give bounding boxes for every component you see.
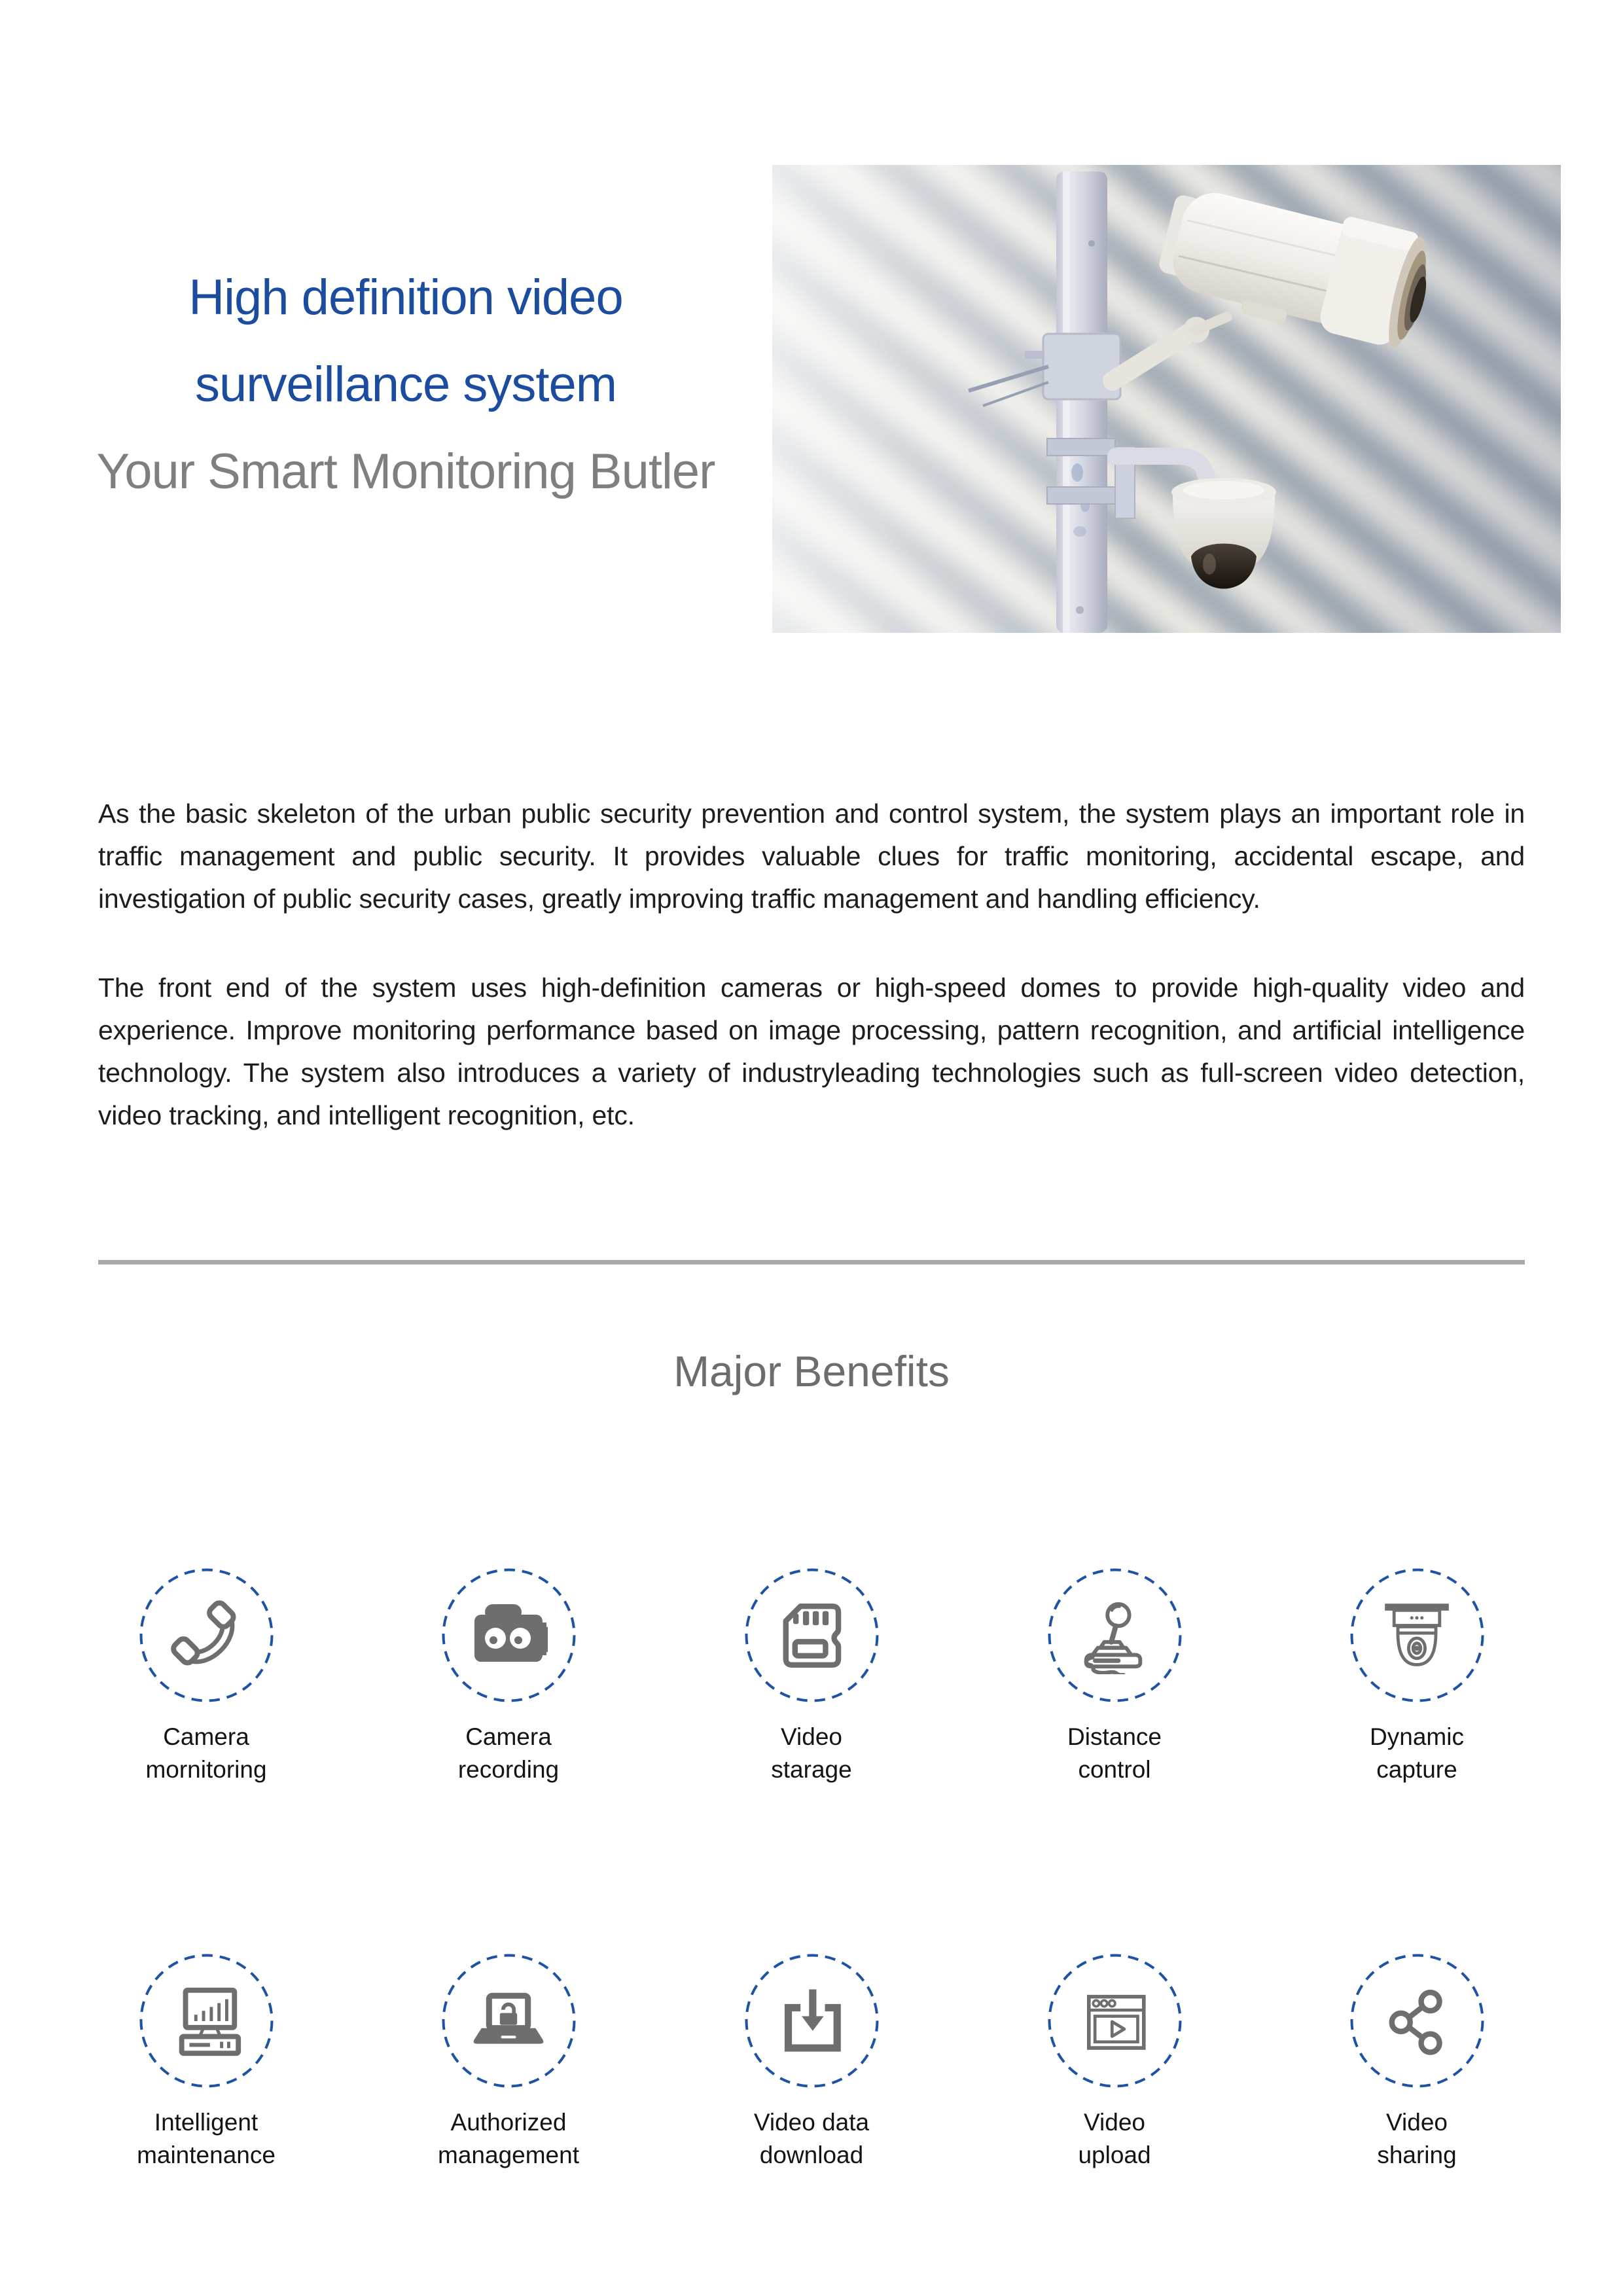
benefit-authorized-management: [371, 1954, 646, 2172]
intro-text: [98, 793, 1525, 1137]
hero-title-block: [26, 254, 785, 515]
page-subtitle: Your Smart Monitoring Butler: [96, 444, 715, 499]
joystick-icon: [1076, 1597, 1153, 1674]
laptop-lock-icon: [469, 1981, 548, 2061]
benefit-distance-control: [977, 1568, 1252, 1786]
benefit-label: Intelligent maintenance: [137, 2109, 276, 2168]
browser-video-icon: [1078, 1984, 1151, 2058]
benefit-label: Video upload: [1078, 2109, 1151, 2168]
benefit-camera-monitoring: [69, 1568, 344, 1786]
benefit-label: Camera mornitoring: [145, 1723, 267, 1783]
benefit-video-data-download: [674, 1954, 949, 2172]
surveillance-cameras-photo: [772, 165, 1561, 633]
share-nodes-icon: [1380, 1984, 1454, 2058]
intro-paragraph-1: As the basic skeleton of the urban public security prevention and control system, the system plays an important role in traffic management and public security. It provides valuable clues for traffic monitoring, accidental escape, and investigation of public security cases, greatly improving traffic management and handling efficiency.: [98, 798, 1525, 914]
benefit-label: Authorized management: [438, 2109, 579, 2168]
benefit-label: Video sharing: [1377, 2109, 1457, 2168]
section-divider: [98, 1260, 1525, 1265]
intro-paragraph-2: The front end of the system uses high-definition cameras or high-speed domes to provide high-quality video and experience. Improve monitoring performance based on image processing, pattern recognition, and artificial intelligence technology. The system also introduces a variety of industryleading technologies such as full-screen video detection, video tracking, and intelligent recognition, etc.: [98, 973, 1525, 1130]
page-title-line-1: High definition video: [188, 270, 623, 325]
benefit-label: Video starage: [771, 1723, 852, 1783]
download-tray-icon: [775, 1984, 848, 2058]
sd-card-icon: [775, 1599, 848, 1672]
benefit-intelligent-maintenance: [69, 1954, 344, 2172]
benefit-video-sharing: [1279, 1954, 1554, 2172]
benefit-label: Video data download: [753, 2109, 870, 2168]
section-heading: Major Benefits: [673, 1347, 950, 1395]
benefit-label: Dynamic capture: [1370, 1723, 1464, 1783]
benefit-video-storage: [674, 1568, 949, 1786]
benefit-label: Distance control: [1067, 1723, 1162, 1783]
benefit-video-upload: [977, 1954, 1252, 2172]
computer-monitoring-icon: [168, 1982, 245, 2060]
benefit-dynamic-capture: [1279, 1568, 1554, 1786]
dome-camera-icon: [1379, 1598, 1455, 1674]
page-title-line-2: surveillance system: [194, 357, 617, 412]
benefit-label: Camera recording: [457, 1723, 560, 1783]
phone-handset-icon: [168, 1597, 245, 1674]
benefit-camera-recording: [371, 1568, 646, 1786]
video-camera-icon: [469, 1596, 548, 1675]
